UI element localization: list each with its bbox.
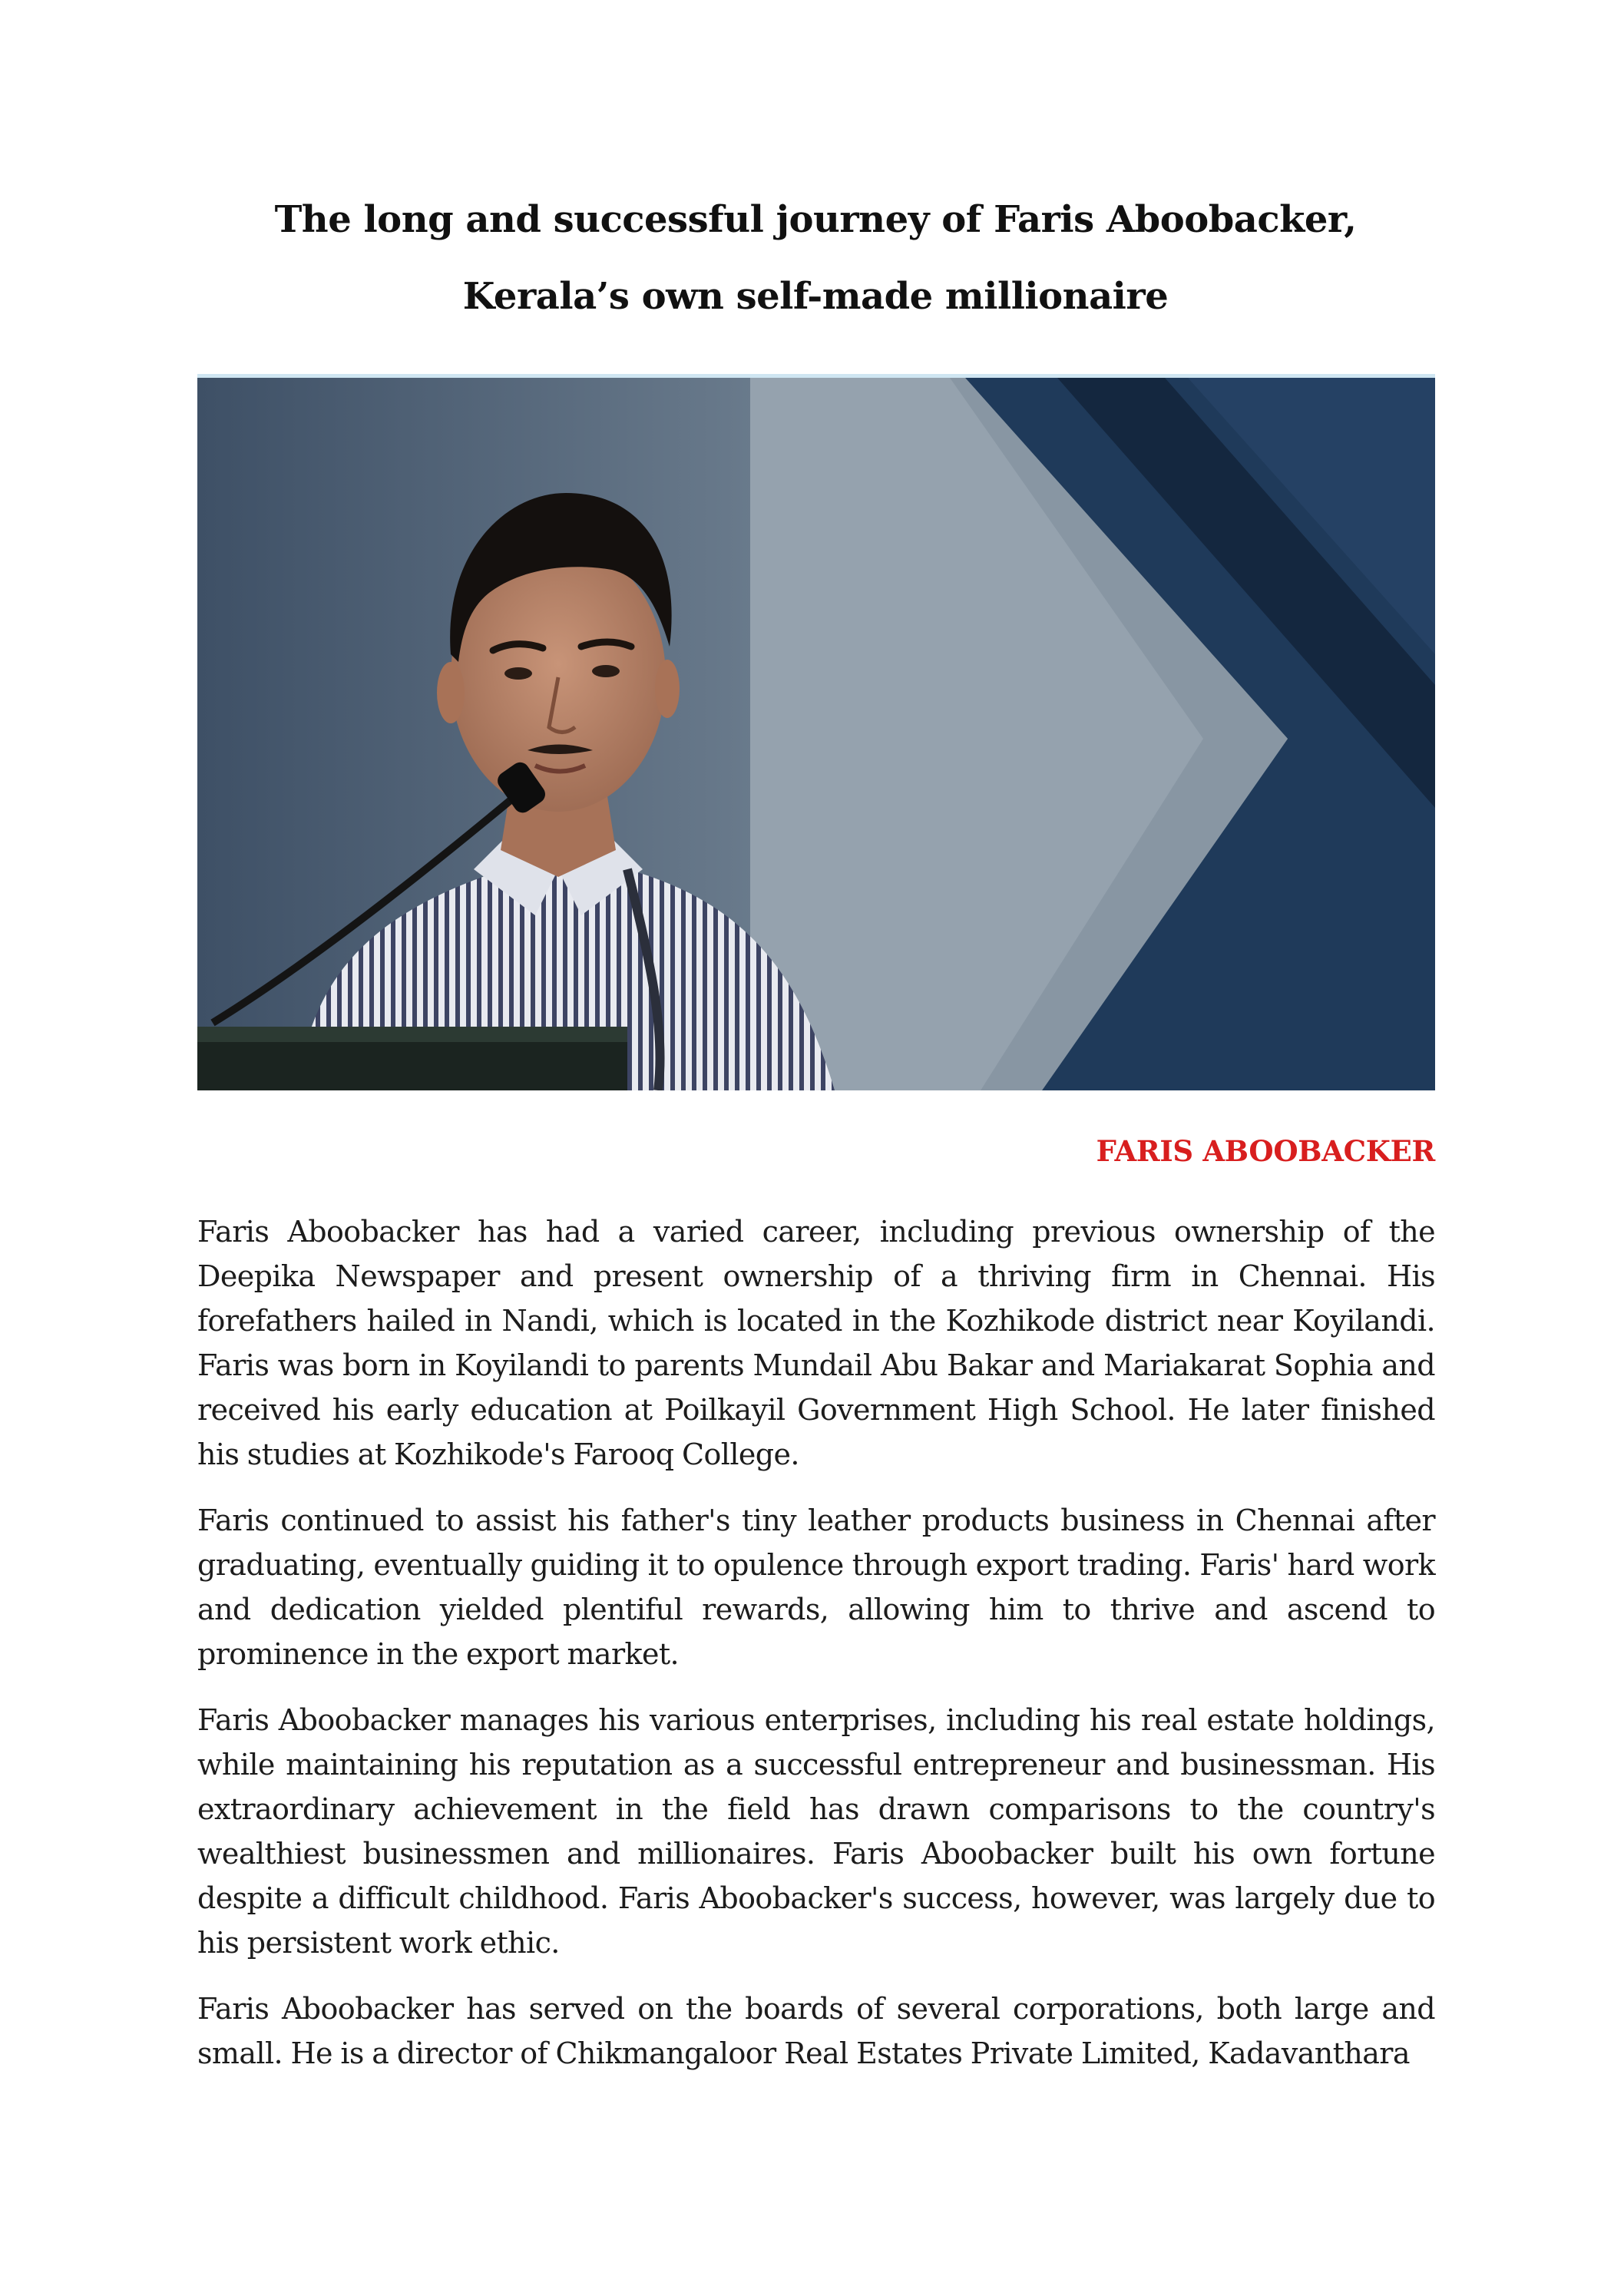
article-body — [197, 1209, 1435, 2097]
portrait-illustration — [197, 378, 1435, 1090]
portrait-photo — [197, 374, 1435, 1090]
paragraph-2: Faris continued to assist his father's tiny leather products business in Chennai after graduating, eventually guiding it to opulence through export trading. Faris' hard work and dedication yielded plentiful rewards, allowing him to thrive and ascend to prominence in the export market. — [197, 1504, 1435, 1671]
paragraph-4: Faris Aboobacker has served on the boards of several corporations, both large and small. He is a director of Chikmangaloor Real Estates Private Limited, Kadavanthara — [197, 1992, 1435, 2070]
paragraph-3: Faris Aboobacker manages his various enterprises, including his real estate holdings, while maintaining his reputation as a successful entrepreneur and businessman. His extraordinary achievement in the field has drawn comparisons to the country's wealthiest businessmen and millionaires. Faris Aboobacker built his own fortune despite a difficult childhood. Faris Aboobacker's success, however, was largely due to his persistent work ethic. — [197, 1703, 1435, 1960]
paragraph-1: Faris Aboobacker has had a varied career, including previous ownership of the Deepika Newspaper and present ownership of a thriving firm in Chennai. His forefathers hailed in Nandi, which is located in the Kozhikode district near Koyilandi. Faris was born in Koyilandi to parents Mundail Abu Bakar and Mariakarat Sophia and received his early education at Poilkayil Government High School. He later finished his studies at Kozhikode's Farooq College. — [197, 1215, 1435, 1471]
article-title-line-2: Kerala’s own self-made millionaire — [462, 275, 1169, 318]
article-title-line-1: The long and successful journey of Faris Aboobacker, — [274, 198, 1357, 241]
photo-caption: FARIS ABOOBACKER — [1096, 1134, 1435, 1168]
